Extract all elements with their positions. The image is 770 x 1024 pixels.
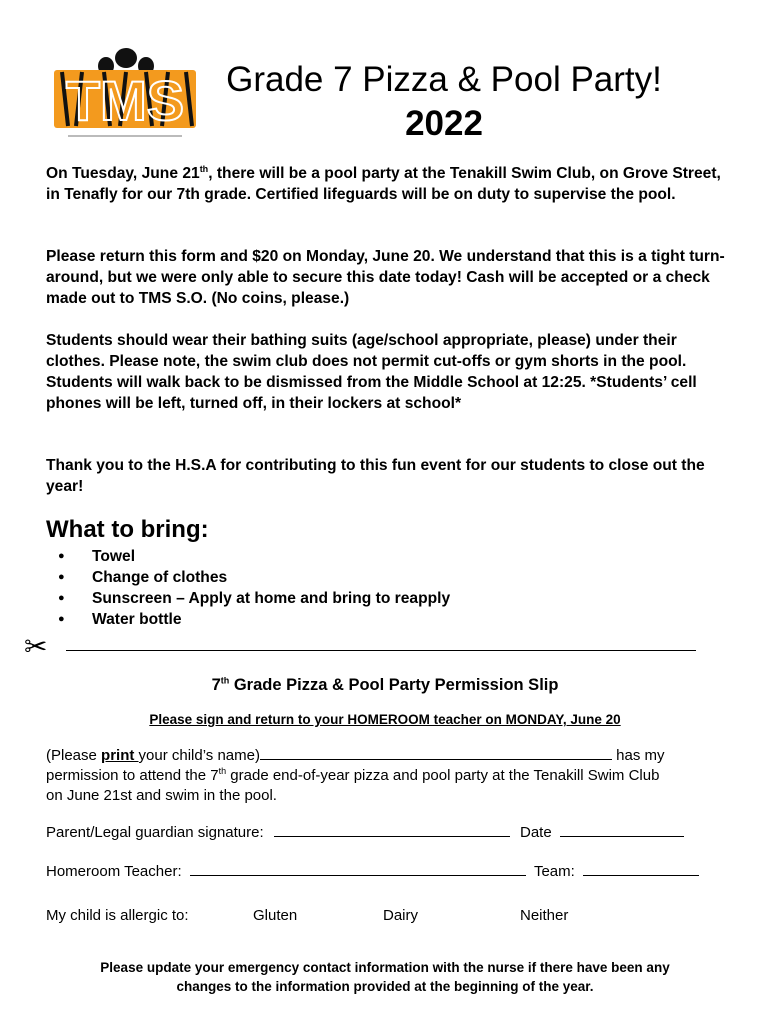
- logo-text: TMS: [65, 69, 185, 132]
- parent-signature-row: [46, 824, 684, 841]
- slip-subtitle: Please sign and return to your HOMEROOM teacher on MONDAY, June 20: [149, 712, 621, 727]
- thanks-paragraph: Thank you to the H.S.A for contributing to this fun event for our students to close out the year!: [46, 457, 705, 495]
- perm-open: (Please: [46, 747, 102, 764]
- page-title: [200, 58, 688, 146]
- list-item: [58, 567, 450, 588]
- title-line-2: 2022: [405, 104, 483, 143]
- child-name-field[interactable]: [260, 747, 612, 760]
- perm-has: has my: [611, 747, 665, 764]
- date-field[interactable]: [560, 824, 684, 837]
- perm-name-label: your child’s name): [138, 747, 260, 764]
- list-item: [58, 609, 450, 630]
- list-item: [58, 546, 450, 567]
- teacher-label: Homeroom Teacher:: [46, 863, 182, 880]
- list-item-label: Water bottle: [92, 611, 182, 628]
- slip-title-num: 7: [211, 676, 221, 694]
- slip-title-sup: th: [220, 675, 230, 686]
- scissors-icon: ✂: [24, 631, 48, 662]
- teacher-row: [46, 863, 699, 880]
- date-label: Date: [520, 824, 552, 841]
- intro-text-a: On Tuesday, June 21: [46, 165, 200, 182]
- allergy-option-dairy[interactable]: Dairy: [383, 907, 419, 924]
- intro-text-b: , there will be a pool party at the Tenakill Swim Club, on Grove Street, in Tenafly for our 7th grade. Certified lifeguards will be on duty to supervise the pool.: [46, 165, 721, 203]
- school-logo: [48, 44, 200, 144]
- attire-paragraph: Students should wear their bathing suits (age/school appropriate, please) under their clothes. Please note, the swim club does not permit cut-offs or gym shorts in the pool. Students will walk back to be dismissed from the Middle School at 12:25. *Students’ cell phones will be left, turned off, in their lockers at school*: [46, 332, 697, 412]
- bullet-icon: ●: [58, 550, 65, 562]
- bring-list: [58, 546, 450, 630]
- team-label: Team:: [533, 863, 575, 880]
- list-item: [58, 588, 450, 609]
- allergy-label: My child is allergic to:: [46, 907, 189, 924]
- parent-signature-label: Parent/Legal guardian signature:: [46, 824, 264, 841]
- team-field[interactable]: [583, 863, 699, 876]
- intro-sup: th: [199, 163, 209, 174]
- slip-title: [0, 676, 770, 695]
- list-item-label: Change of clothes: [92, 569, 228, 586]
- bullet-icon: ●: [58, 571, 65, 583]
- list-item-label: Sunscreen – Apply at home and bring to reapply: [92, 590, 451, 607]
- perm-line2b: grade end-of-year pizza and pool party at the Tenakill Swim Club: [226, 767, 660, 784]
- footer-line-1: Please update your emergency contact information with the nurse if there have been any: [100, 960, 670, 975]
- footer-line-2: changes to the information provided at the beginning of the year.: [176, 979, 594, 994]
- intro-paragraph: [46, 163, 736, 205]
- cut-line: [66, 650, 696, 651]
- list-item-label: Towel: [92, 548, 136, 565]
- footer-note: [0, 958, 770, 996]
- title-line-1: Grade 7 Pizza & Pool Party!: [226, 60, 662, 99]
- bring-heading: What to bring:: [46, 516, 209, 543]
- teacher-field[interactable]: [190, 863, 526, 876]
- perm-sup: th: [218, 766, 227, 776]
- perm-print: print: [101, 747, 139, 764]
- perm-line3: on June 21st and swim in the pool.: [46, 787, 277, 804]
- permission-text: [46, 746, 736, 806]
- return-info-paragraph: Please return this form and $20 on Monday, June 20. We understand that this is a tight turn-around, but we were only able to secure this date today! Cash will be accepted or a check made out to TMS S.O. (No coins, please.): [46, 248, 725, 307]
- bullet-icon: ●: [58, 592, 65, 604]
- allergy-option-gluten[interactable]: Gluten: [253, 907, 298, 924]
- allergy-option-neither[interactable]: Neither: [520, 907, 569, 924]
- parent-signature-field[interactable]: [274, 824, 510, 837]
- perm-line2a: permission to attend the 7: [46, 767, 219, 784]
- slip-title-rest: Grade Pizza & Pool Party Permission Slip: [229, 676, 559, 694]
- paw-print-logo-icon: [48, 44, 200, 144]
- bullet-icon: ●: [58, 613, 65, 625]
